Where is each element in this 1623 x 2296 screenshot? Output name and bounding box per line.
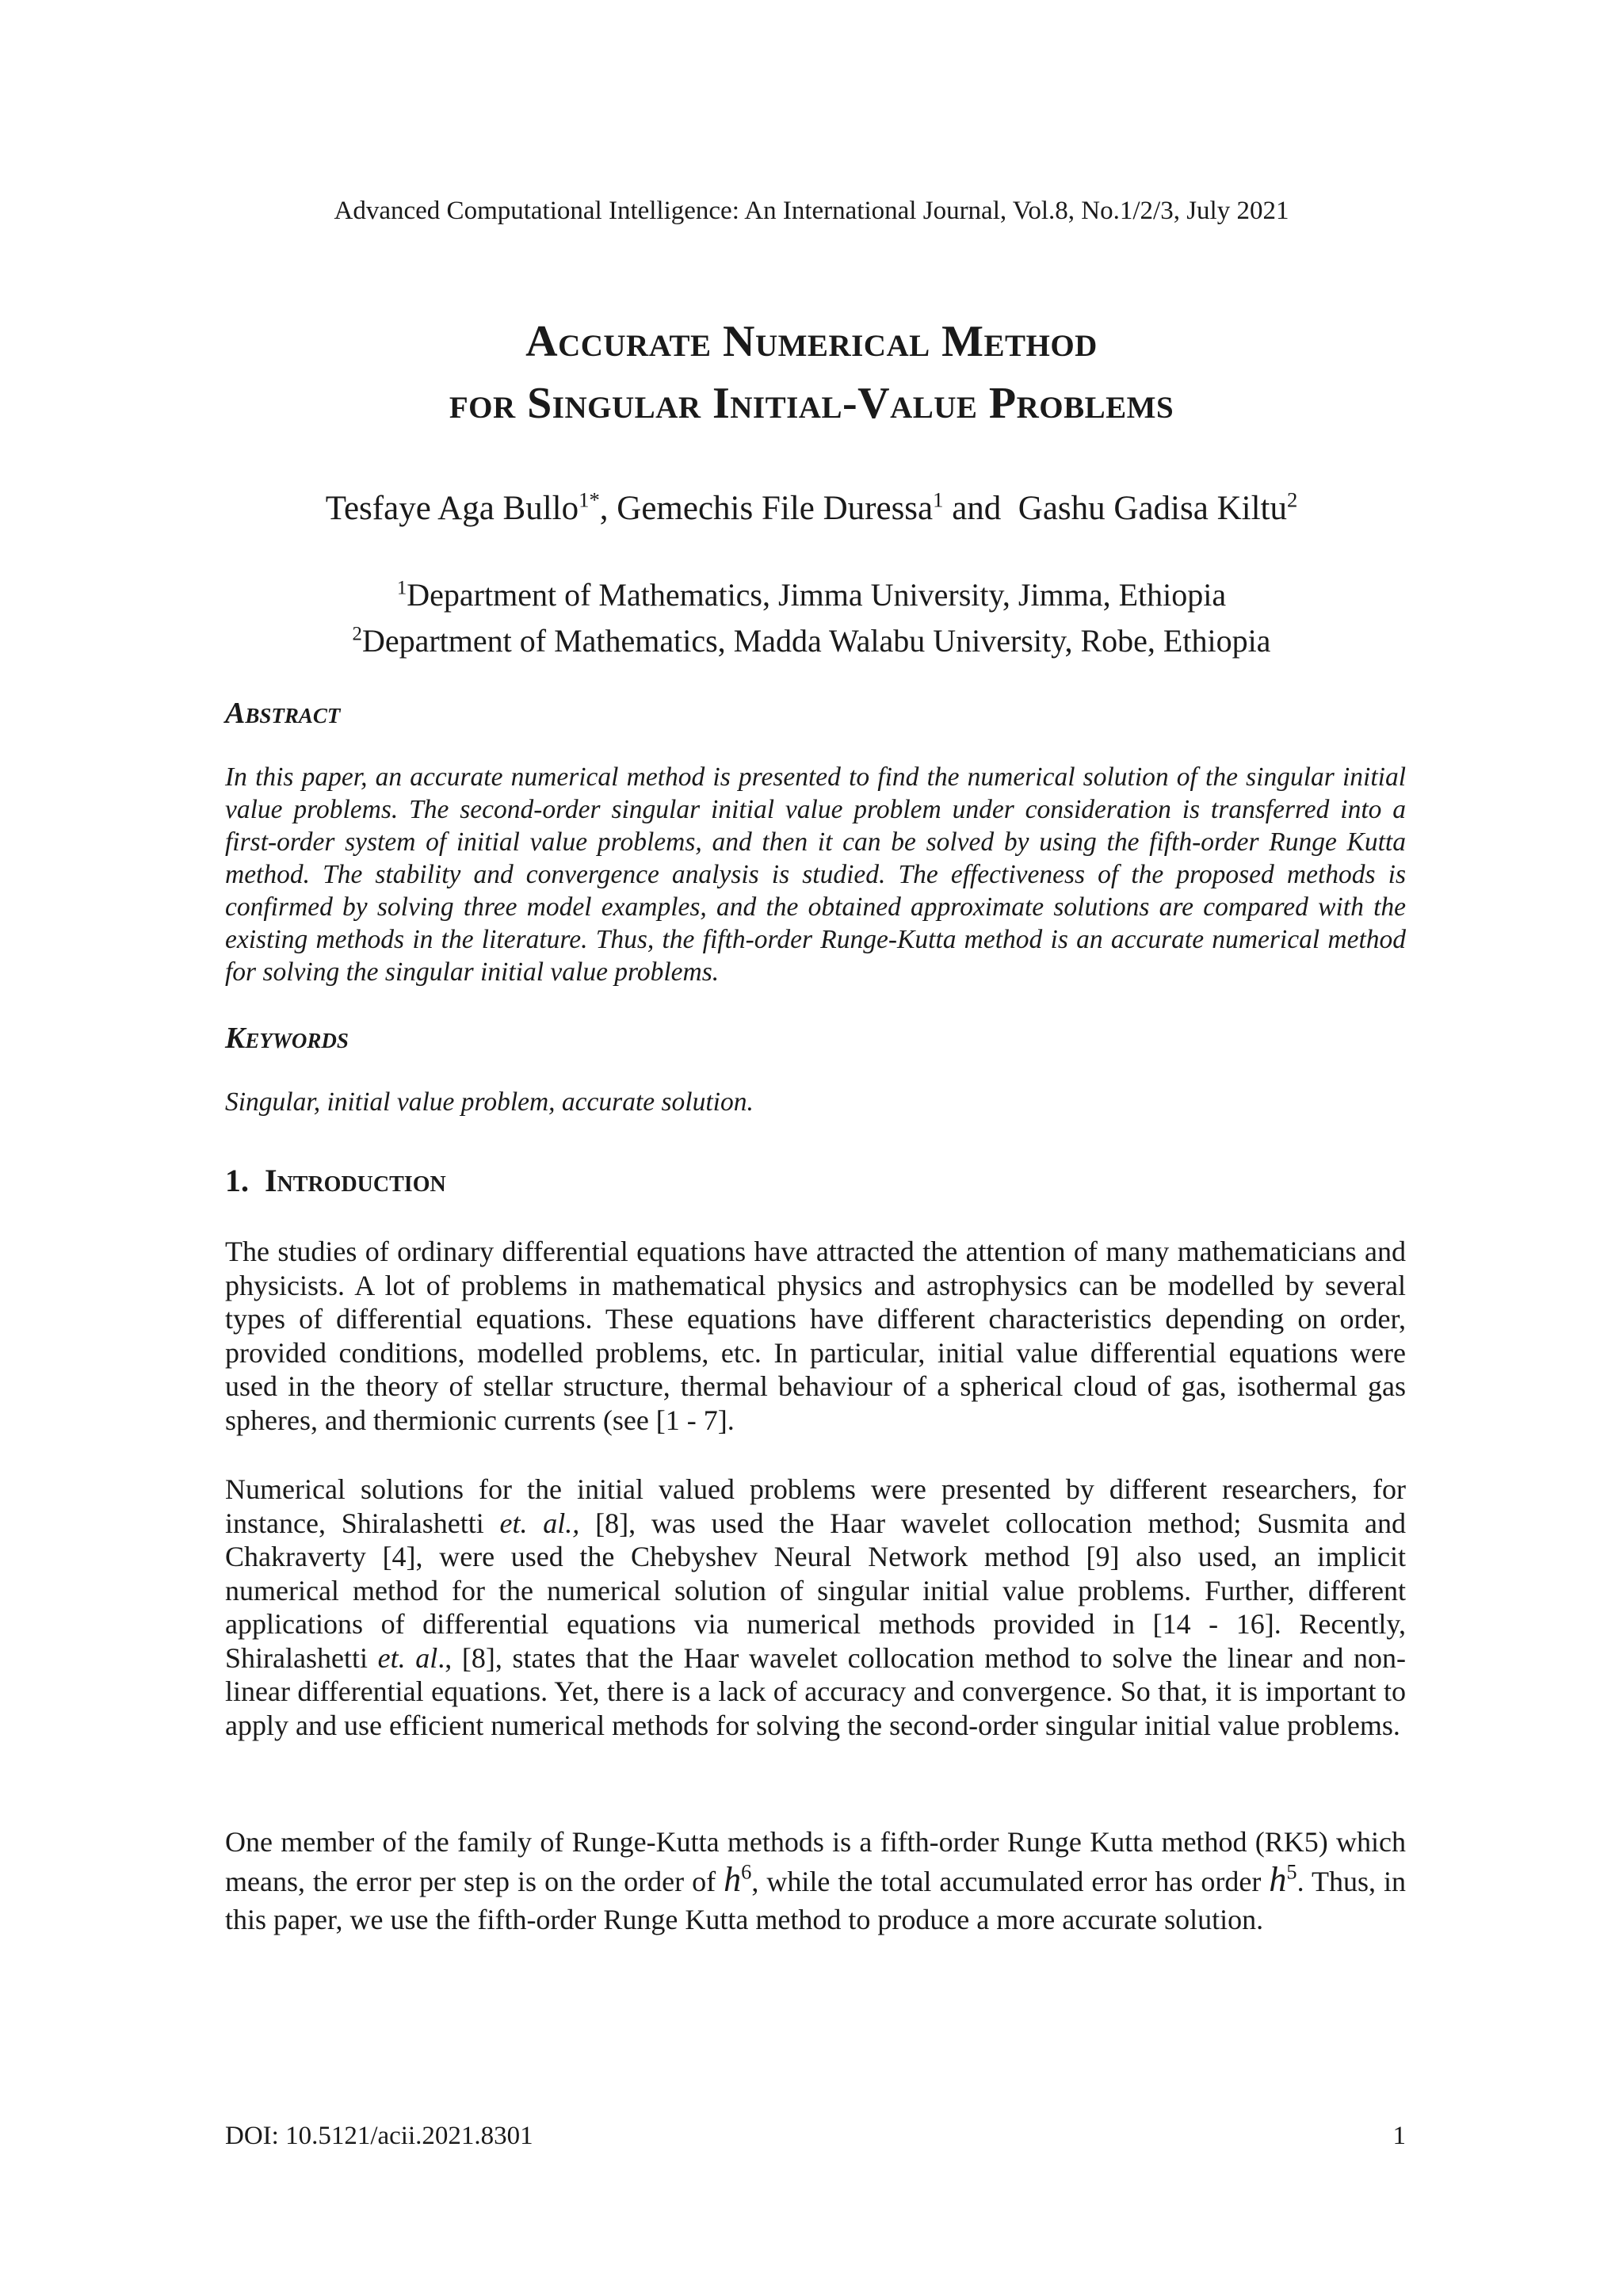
author-sup: 1 — [933, 487, 944, 512]
author-name: Gashu Gadisa Kiltu — [1018, 490, 1287, 527]
keywords-text: Singular, initial value problem, accurate solution. — [225, 1087, 754, 1117]
author-sup: 2 — [1286, 487, 1298, 512]
intro-paragraph-2 — [225, 1473, 1406, 1742]
abstract-heading: Abstract — [225, 697, 341, 730]
intro-paragraph-1: The studies of ordinary differential equations have attracted the attention of many mathematicians and physicists. A lot of problems in mathematical physics and astrophysics can be modelled by several types of differential equations. These equations have different characteristics depending on order, provided conditions, modelled problems, etc. In particular, initial value differential equations were used in the theory of stellar structure, thermal behaviour of a spherical cloud of gas, isothermal gas spheres, and thermionic currents (see [1 - 7]. — [225, 1236, 1406, 1436]
author-sup: 1* — [579, 487, 600, 512]
text-run: , while the total accumulated error has order — [751, 1866, 1270, 1897]
author-name: Tesfaye Aga Bullo — [325, 490, 579, 527]
math-var: h — [1269, 1860, 1287, 1899]
author-name: Gemechis File Duressa — [617, 490, 934, 527]
section-title: Introduction — [265, 1163, 446, 1198]
paper-title — [0, 311, 1623, 434]
intro-paragraph-3 — [225, 1823, 1406, 1939]
math-exp: 5 — [1286, 1859, 1297, 1884]
affiliation — [0, 618, 1623, 664]
footer-doi: DOI: 10.5121/acii.2021.8301 — [225, 2122, 533, 2150]
section-number: 1. — [225, 1163, 249, 1198]
section-heading-introduction — [225, 1162, 446, 1199]
author-list — [0, 489, 1623, 528]
title-line-2: for Singular Initial-Value Problems — [449, 379, 1174, 428]
text-run-italic: et. al., — [499, 1507, 580, 1539]
running-head: Advanced Computational Intelligence: An International Journal, Vol.8, No.1/2/3, July 2021 — [334, 197, 1289, 225]
affiliation-sup: 2 — [352, 623, 362, 645]
math-var: h — [724, 1860, 742, 1899]
affiliation-text: Department of Mathematics, Jimma University, Jimma, Ethiopia — [407, 577, 1227, 613]
affiliation-text: Department of Mathematics, Madda Walabu University, Robe, Ethiopia — [361, 623, 1271, 659]
text-run: Numerical solutions for the initial valued problems were presented by different researchers, for instance, Shiralashetti — [225, 1473, 1406, 1539]
author-sep: and — [943, 490, 1018, 527]
math-h — [1269, 1860, 1296, 1899]
affiliation — [0, 572, 1623, 618]
page-number: 1 — [1392, 2122, 1406, 2150]
math-h — [724, 1860, 751, 1899]
math-exp: 6 — [741, 1859, 752, 1884]
affiliation-sup: 1 — [396, 577, 407, 599]
text-run: . Thus, in this paper, we use the fifth-order Runge Kutta method to produce a more accurate solution. — [225, 1866, 1406, 1935]
text-run: ., [8], states that the Haar wavelet collocation method to solve the linear and non-linear differential equations. Yet, there is a lack of accuracy and convergence. So that, it is important to apply and use efficient numerical methods for solving the second-order singular initial value problems. — [225, 1641, 1406, 1741]
text-run: [8], was used the Haar wavelet collocation method; Susmita and Chakraverty [4], were used the Chebyshev Neural Network method [9] also used, an implicit numerical method for the numerical solution of singular initial value problems. Further, different applications of differential equations via numerical methods provided in [14 - 16]. Recently, Shiralashetti — [225, 1507, 1406, 1674]
keywords-heading: Keywords — [225, 1022, 349, 1055]
abstract-text: In this paper, an accurate numerical method is presented to find the numerical solution of the singular initial value problems. The second-order singular initial value problem under consideration is transferred into a first-order system of initial value problems, and then it can be solved by using the fifth-order Runge Kutta method. The stability and convergence analysis is studied. The effectiveness of the proposed methods is confirmed by solving three model examples, and the obtained approximate solutions are compared with the existing methods in the literature. Thus, the fifth-order Runge-Kutta method is an accurate numerical method for solving the singular initial value problems. — [225, 762, 1406, 987]
text-run: One member of the family of Runge-Kutta methods is a fifth-order Runge Kutta method (RK5) which means, the error per step is on the order of — [225, 1826, 1406, 1897]
title-line-1: Accurate Numerical Method — [525, 317, 1098, 366]
text-run-italic: et. al — [377, 1641, 438, 1674]
author-sep: , — [599, 490, 617, 527]
affiliation-list — [0, 572, 1623, 664]
